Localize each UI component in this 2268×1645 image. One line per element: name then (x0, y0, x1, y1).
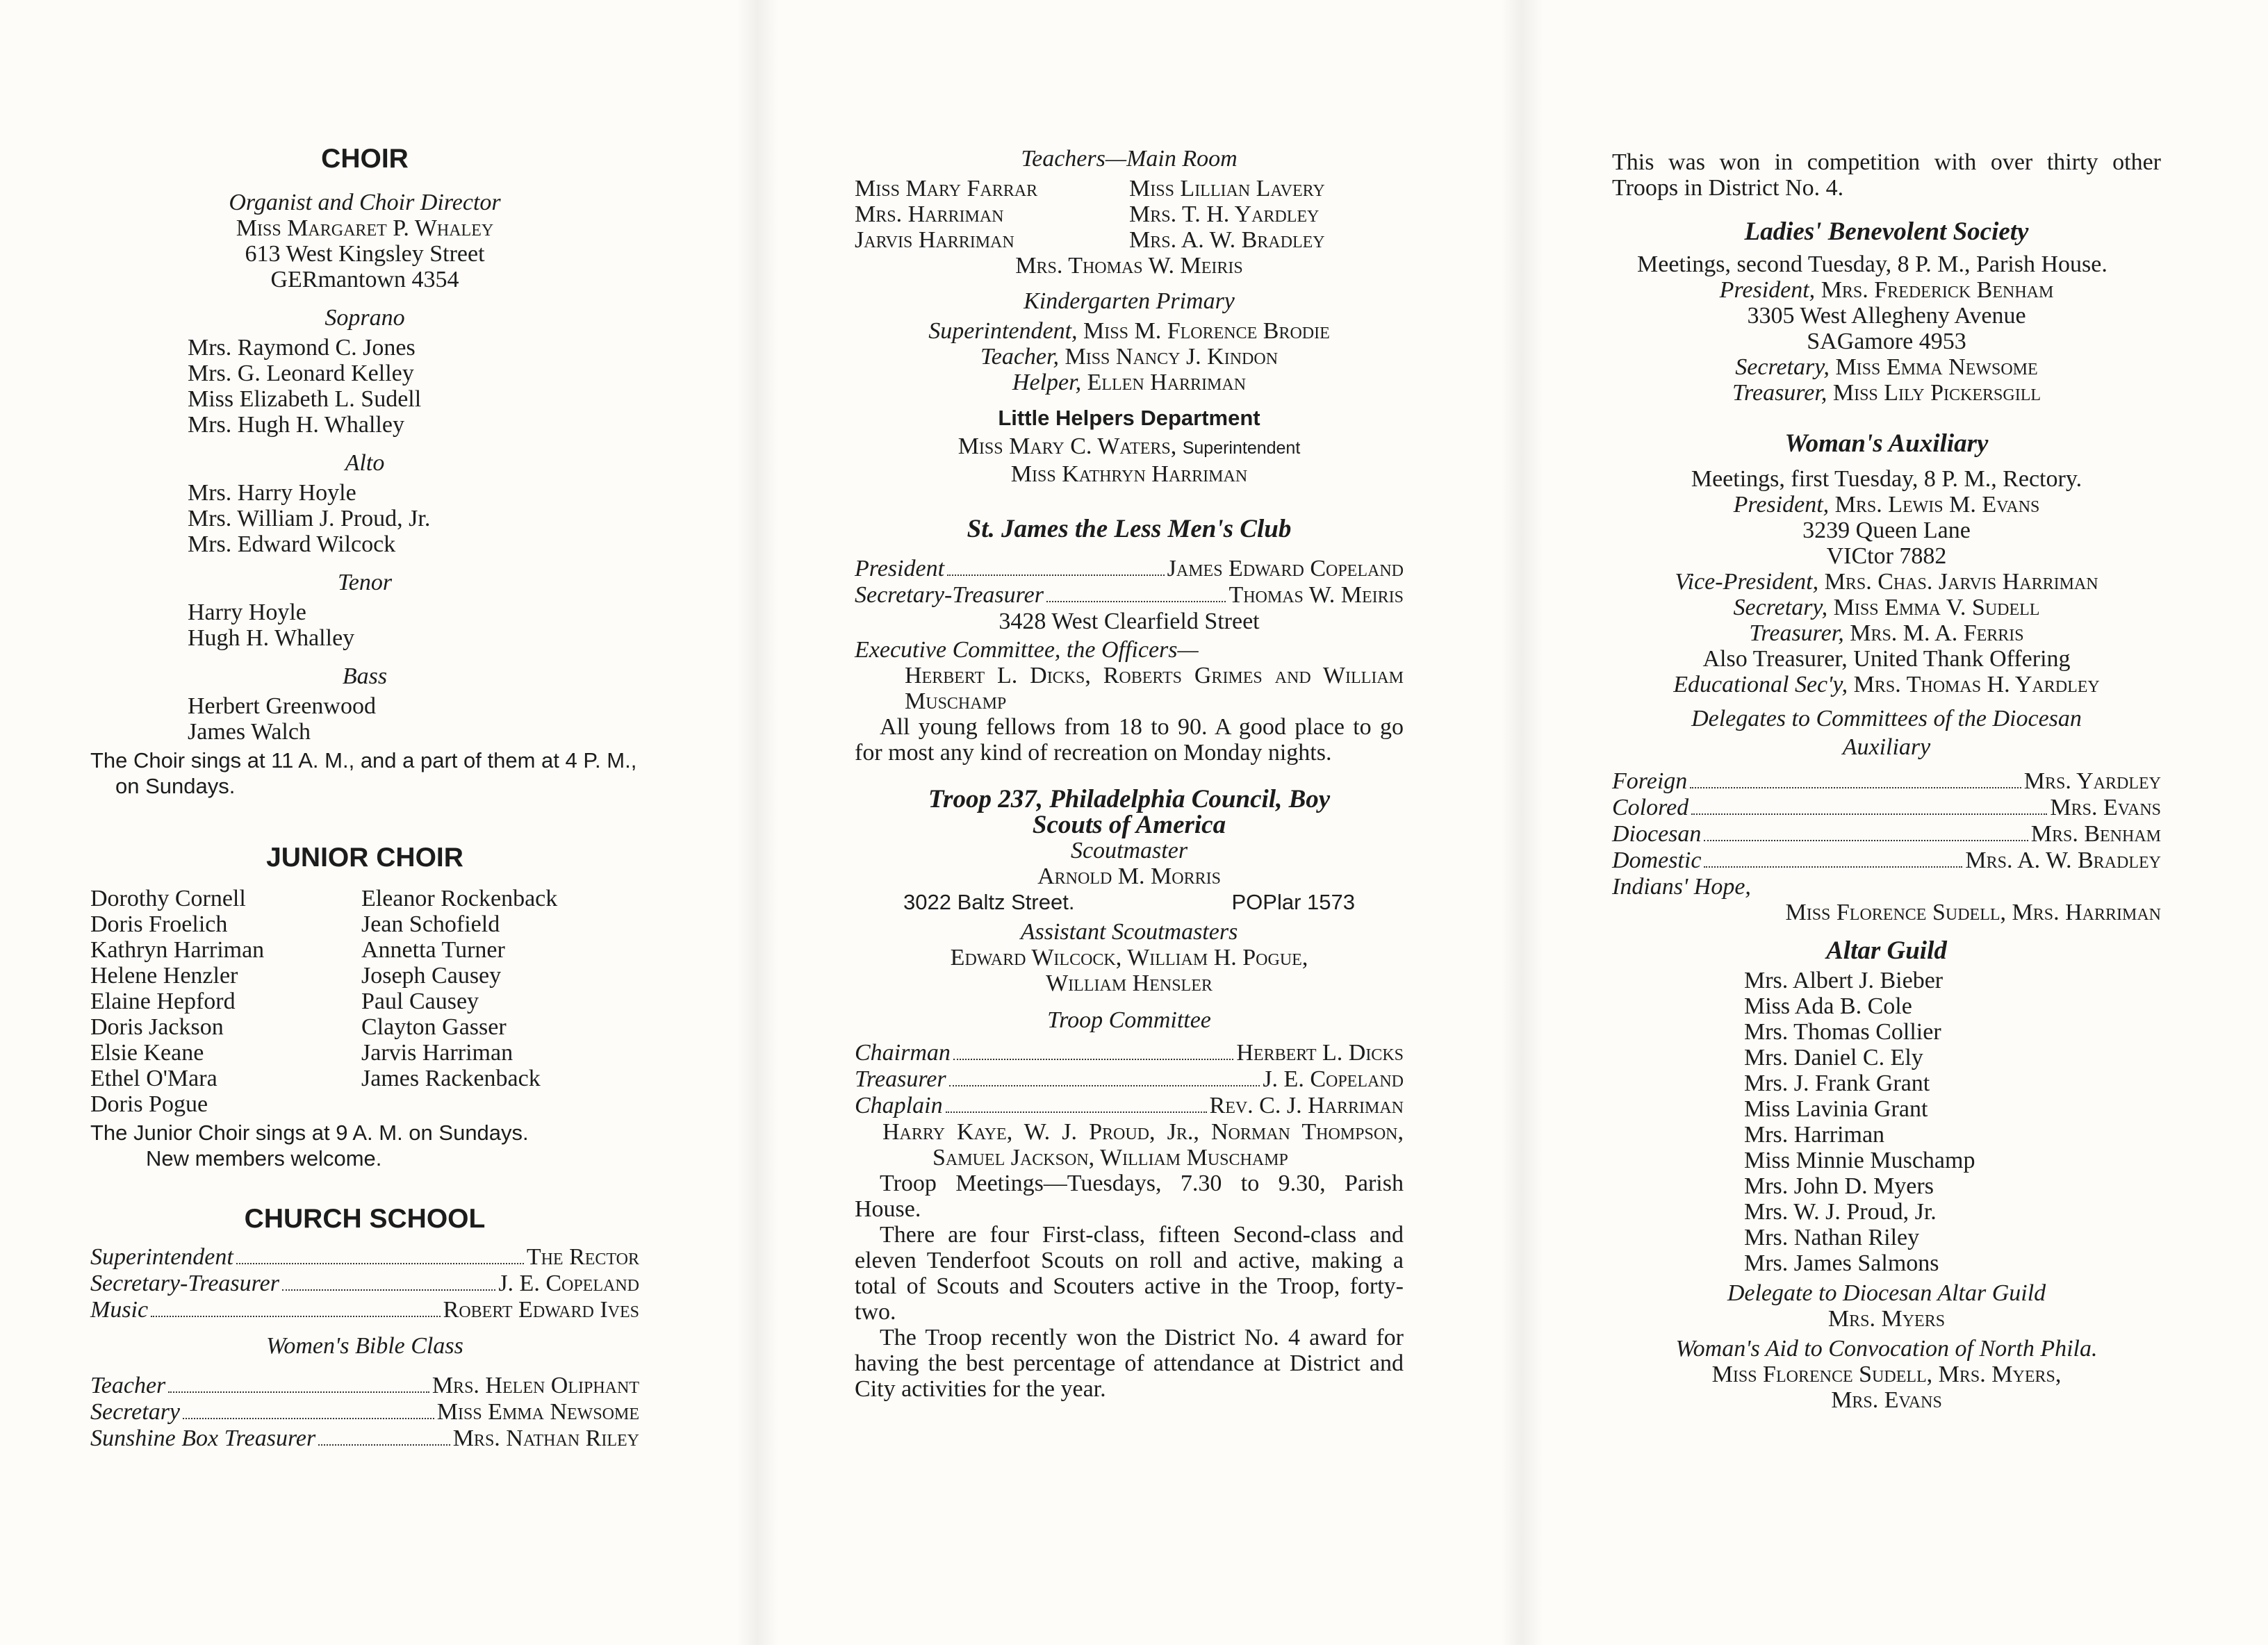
assistant-heading: Assistant Scoutmasters (1020, 919, 1238, 945)
mens-pres-label: President (855, 556, 945, 581)
junior-member: Jean Schofield (361, 911, 500, 937)
troop-meetings: Troop Meetings—Tuesdays, 7.30 to 9.30, Parish House. (855, 1171, 1404, 1222)
delegate-label: Diocesan (1612, 821, 1702, 847)
school-row (90, 1297, 639, 1323)
junior-member: Doris Froelich (90, 911, 228, 937)
delegate-label: Foreign (1612, 768, 1688, 794)
mens-officer-row (855, 582, 1404, 609)
auxiliary-edu: Mrs. Thomas H. Yardley (1853, 672, 2100, 697)
junior-member: Ethel O'Mara (90, 1066, 217, 1091)
little-helpers-member: Miss Kathryn Harriman (1010, 461, 1248, 487)
middle-panel (855, 0, 1404, 1402)
delegate-row (1612, 768, 2161, 795)
committee-value: Herbert L. Dicks (1236, 1040, 1404, 1066)
junior-member: Eleanor Rockenback (361, 886, 558, 911)
bible-row (90, 1425, 639, 1452)
auxiliary-phone: VICtor 7882 (1826, 543, 1947, 569)
bible-row-value: Mrs. Nathan Riley (452, 1425, 639, 1451)
altar-member: Mrs. Thomas Collier (1744, 1019, 1941, 1045)
junior-welcome: New members welcome. (146, 1146, 382, 1171)
junior-member: Paul Causey (361, 989, 479, 1014)
delegate-row (1612, 795, 2161, 821)
auxiliary-pres: Mrs. Lewis M. Evans (1834, 492, 2040, 518)
committee-row (855, 1066, 1404, 1093)
mens-address: 3428 West Clearfield Street (999, 609, 1260, 634)
mens-officer-row (855, 556, 1404, 582)
junior-member: Jarvis Harriman (361, 1040, 513, 1066)
ladies-title: Ladies' Benevolent Society (1744, 217, 2029, 246)
soprano-member: Mrs. Hugh H. Whalley (188, 412, 404, 438)
scoutmaster-street: 3022 Baltz Street. (903, 890, 1075, 914)
kinder-supt: Miss M. Florence Brodie (1083, 318, 1330, 344)
ladies-sec: Miss Emma Newsome (1835, 354, 2038, 380)
auxiliary-pres-label: President, (1733, 492, 1830, 518)
junior-member: Elaine Hepford (90, 989, 236, 1014)
fold-shadow-left (737, 0, 778, 1645)
kinder-teacher-label: Teacher, (980, 344, 1059, 370)
soprano-member: Miss Elizabeth L. Sudell (188, 386, 422, 412)
mens-blurb: All young fellows from 18 to 90. A good place to go for most any kind of recreation on Monday nights. (855, 714, 1404, 766)
ladies-treas-label: Treasurer, (1732, 380, 1827, 406)
troop-title-1: Troop 237, Philadelphia Council, Boy (928, 785, 1331, 813)
school-row-value: The Rector (526, 1244, 639, 1270)
junior-note: The Junior Choir sings at 9 A. M. on Sundays. (90, 1121, 529, 1145)
little-helpers-supt: Miss Mary C. Waters, (958, 433, 1177, 459)
auxiliary-address: 3239 Queen Lane (1802, 518, 1971, 543)
tenor-member: Harry Hoyle (188, 600, 306, 625)
altar-guild-title: Altar Guild (1826, 936, 1947, 965)
bible-row-label: Sunshine Box Treasurer (90, 1425, 316, 1451)
choir-note: The Choir sings at 11 A. M., and a part of them at 4 P. M., on Sundays. (90, 748, 637, 798)
school-row-label: Music (90, 1297, 149, 1323)
junior-member: Dorothy Cornell (90, 886, 246, 911)
troop-title-2: Scouts of America (1032, 811, 1226, 839)
school-row (90, 1244, 639, 1271)
ladies-meetings: Meetings, second Tuesday, 8 P. M., Parish House. (1637, 251, 2107, 277)
delegates-heading: Delegates to Committees of the Diocesan (1691, 706, 2082, 731)
teacher-name: Mrs. Harriman (855, 201, 1004, 227)
altar-member: Mrs. John D. Myers (1744, 1173, 1934, 1199)
committee-value: J. E. Copeland (1263, 1066, 1404, 1092)
director-phone: GERmantown 4354 (270, 267, 459, 292)
award-continued: This was won in competition with over thirty other Troops in District No. 4. (1612, 149, 2161, 201)
womans-aid-members: Mrs. Evans (1831, 1387, 1942, 1413)
auxiliary-sec-label: Secretary, (1733, 595, 1828, 620)
kindergarten-heading: Kindergarten Primary (1024, 288, 1235, 314)
delegate-value: Mrs. A. W. Bradley (1965, 848, 2161, 873)
auxiliary-title: Woman's Auxiliary (1784, 429, 1989, 458)
kinder-teacher: Miss Nancy J. Kindon (1065, 344, 1279, 370)
director-address: 613 West Kingsley Street (245, 241, 485, 267)
delegate-row (1612, 821, 2161, 848)
school-row-value: J. E. Copeland (498, 1271, 639, 1296)
soprano-heading: Soprano (324, 305, 405, 331)
bass-heading: Bass (342, 663, 388, 689)
delegate-value: Mrs. Evans (2050, 795, 2161, 820)
scoutmaster-heading: Scoutmaster (1070, 838, 1188, 863)
bass-member: James Walch (188, 719, 311, 745)
junior-member: Helene Henzler (90, 963, 238, 989)
delegate-row (1612, 848, 2161, 874)
teacher-name: Mrs. T. H. Yardley (1129, 201, 1320, 227)
bible-row-value: Miss Emma Newsome (436, 1399, 639, 1425)
school-row-value: Robert Edward Ives (443, 1297, 639, 1323)
teacher-name: Jarvis Harriman (855, 227, 1014, 253)
committee-label: Treasurer (855, 1066, 946, 1092)
bible-class-heading: Women's Bible Class (266, 1333, 463, 1359)
bible-row-label: Secretary (90, 1399, 181, 1425)
ladies-pres-label: President, (1719, 277, 1816, 303)
altar-member: Miss Lavinia Grant (1744, 1096, 1928, 1122)
delegate-value: Mrs. Benham (2030, 821, 2161, 847)
kinder-helper-label: Helper, (1012, 370, 1082, 395)
committee-members: Harry Kaye, W. J. Proud, Jr., Norman Thompson, Samuel Jackson, William Muschamp (882, 1119, 1404, 1171)
troop-stats: There are four First-class, fifteen Second-class and eleven Tenderfoot Scouts on roll and active, making a total of Scouts and Scouters active in the Troop, forty-two. (855, 1222, 1404, 1325)
church-school-title: CHURCH SCHOOL (244, 1204, 486, 1234)
mens-sec-label: Secretary-Treasurer (855, 582, 1044, 608)
junior-member: Kathryn Harriman (90, 937, 265, 963)
teacher-name: Miss Mary Farrar (855, 176, 1038, 201)
junior-member: Joseph Causey (361, 963, 502, 989)
choir-title: CHOIR (321, 144, 409, 174)
womans-aid-members: Miss Florence Sudell, Mrs. Myers, (1711, 1362, 2062, 1387)
fold-shadow-right (1501, 0, 1543, 1645)
altar-member: Miss Minnie Muschamp (1744, 1148, 1975, 1173)
ladies-sec-label: Secretary, (1735, 354, 1830, 380)
little-helpers-heading: Little Helpers Department (998, 406, 1260, 430)
altar-delegate: Mrs. Myers (1827, 1306, 1946, 1332)
ladies-pres: Mrs. Frederick Benham (1821, 277, 2054, 303)
altar-member: Mrs. James Salmons (1744, 1250, 1939, 1276)
director-name: Miss Margaret P. Whaley (236, 215, 494, 241)
committee-label: Chairman (855, 1040, 951, 1066)
bible-row-value: Mrs. Helen Oliphant (432, 1373, 639, 1398)
auxiliary-treas: Mrs. M. A. Ferris (1850, 620, 2024, 646)
indians-hope-label: Indians' Hope, (1612, 874, 1751, 900)
delegate-label: Colored (1612, 795, 1689, 820)
little-helpers-role: Superintendent (1182, 438, 1301, 458)
teacher-name: Mrs. Thomas W. Meiris (1015, 253, 1243, 279)
junior-member: Doris Pogue (90, 1091, 208, 1117)
mens-sec: Thomas W. Meiris (1228, 582, 1404, 608)
committee-value: Rev. C. J. Harriman (1209, 1093, 1404, 1118)
auxiliary-sec: Miss Emma V. Sudell (1833, 595, 2040, 620)
scoutmaster-phone: POPlar 1573 (1231, 890, 1355, 914)
auxiliary-edu-label: Educational Sec'y, (1673, 672, 1848, 697)
auxiliary-meetings: Meetings, first Tuesday, 8 P. M., Rectory. (1691, 466, 2082, 492)
teacher-name: Mrs. A. W. Bradley (1129, 227, 1325, 253)
ladies-treas: Miss Lily Pickersgill (1832, 380, 2041, 406)
delegate-value: Mrs. Yardley (2023, 768, 2161, 794)
auxiliary-vp: Mrs. Chas. Jarvis Harriman (1824, 569, 2098, 595)
ladies-address: 3305 West Allegheny Avenue (1747, 303, 2026, 329)
altar-member: Mrs. Nathan Riley (1744, 1225, 1920, 1250)
school-row (90, 1271, 639, 1297)
bass-member: Herbert Greenwood (188, 693, 376, 719)
assistant-names: Edward Wilcock, William H. Pogue, (950, 945, 1308, 970)
mens-pres: James Edward Copeland (1167, 556, 1404, 581)
mens-exec-label: Executive Committee, the Officers— (855, 637, 1199, 663)
ladies-phone: SAGamore 4953 (1807, 329, 1966, 354)
assistant-names: William Hensler (1046, 970, 1213, 996)
committee-label: Chaplain (855, 1093, 943, 1118)
junior-member: Annetta Turner (361, 937, 505, 963)
junior-member: Doris Jackson (90, 1014, 224, 1040)
altar-member: Miss Ada B. Cole (1744, 993, 1912, 1019)
alto-member: Mrs. Harry Hoyle (188, 480, 356, 506)
alto-heading: Alto (345, 450, 385, 476)
altar-delegate-heading: Delegate to Diocesan Altar Guild (1727, 1280, 2046, 1306)
auxiliary-vp-label: Vice-President, (1675, 569, 1819, 595)
teachers-list (855, 176, 1404, 253)
junior-member: Elsie Keane (90, 1040, 204, 1066)
bible-row (90, 1373, 639, 1399)
kinder-helper: Ellen Harriman (1087, 370, 1247, 395)
auxiliary-thank-offering: Also Treasurer, United Thank Offering (1702, 646, 2071, 672)
tenor-heading: Tenor (337, 570, 393, 595)
delegates-heading-2: Auxiliary (1842, 734, 1931, 760)
alto-member: Mrs. Edward Wilcock (188, 531, 396, 557)
scoutmaster-contact (855, 889, 1404, 915)
director-heading: Organist and Choir Director (229, 190, 501, 215)
troop-committee-heading: Troop Committee (1047, 1007, 1211, 1033)
right-panel (1612, 0, 2161, 1413)
teacher-name: Miss Lillian Lavery (1129, 176, 1325, 201)
soprano-member: Mrs. Raymond C. Jones (188, 335, 416, 361)
school-row-label: Secretary-Treasurer (90, 1271, 279, 1296)
tenor-member: Hugh H. Whalley (188, 625, 355, 651)
committee-row (855, 1093, 1404, 1119)
troop-award: The Troop recently won the District No. 4 award for having the best percentage of attendance at District and City activities for the year. (855, 1325, 1404, 1402)
altar-member: Mrs. Albert J. Bieber (1744, 968, 1944, 993)
kinder-supt-label: Superintendent, (928, 318, 1078, 344)
mens-club-title: St. James the Less Men's Club (967, 515, 1292, 543)
soprano-member: Mrs. G. Leonard Kelley (188, 361, 414, 386)
delegate-label: Domestic (1612, 848, 1702, 873)
womans-aid-heading: Woman's Aid to Convocation of North Phila. (1675, 1336, 2098, 1362)
bible-row-label: Teacher (90, 1373, 166, 1398)
junior-member: Clayton Gasser (361, 1014, 507, 1040)
junior-choir-list (90, 886, 639, 1117)
alto-member: Mrs. William J. Proud, Jr. (188, 506, 431, 531)
school-row-label: Superintendent (90, 1244, 233, 1270)
committee-row (855, 1040, 1404, 1066)
altar-member: Mrs. Harriman (1744, 1122, 1885, 1148)
left-panel (90, 0, 639, 1452)
indians-hope: Miss Florence Sudell, Mrs. Harriman (1785, 900, 2161, 925)
altar-member: Mrs. W. J. Proud, Jr. (1744, 1199, 1937, 1225)
mens-exec-names: Herbert L. Dicks, Roberts Grimes and William Muschamp (905, 663, 1404, 714)
junior-member: James Rackenback (361, 1066, 541, 1091)
bible-row (90, 1399, 639, 1425)
scoutmaster-name: Arnold M. Morris (1037, 863, 1221, 889)
teachers-heading: Teachers—Main Room (1021, 146, 1238, 172)
altar-member: Mrs. Daniel C. Ely (1744, 1045, 1923, 1071)
auxiliary-treas-label: Treasurer, (1749, 620, 1844, 646)
altar-member: Mrs. J. Frank Grant (1744, 1071, 1930, 1096)
junior-choir-title: JUNIOR CHOIR (266, 843, 463, 873)
